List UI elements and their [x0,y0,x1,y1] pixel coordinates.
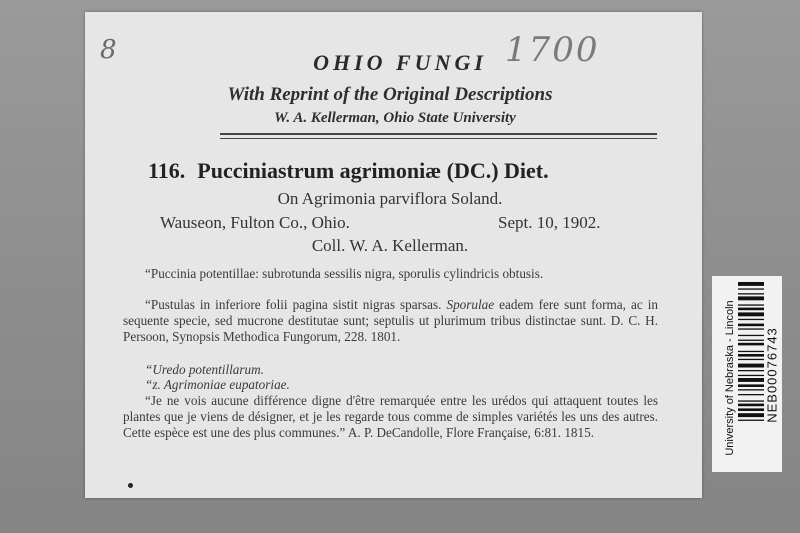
collector: Coll. W. A. Kellerman. [311,236,469,255]
barcode-bar [738,319,764,320]
barcode-bar [738,312,764,316]
barcode-bar [738,354,764,357]
institution-label: University of Nebraska - Lincoln [724,299,736,456]
barcode-bar [738,324,764,327]
barcode-bar [738,335,764,336]
collection-date: Sept. 10, 1902. [498,213,601,232]
specimen-number: 116. [148,158,186,183]
collection-locality: Wauseon, Fulton Co., Ohio. [160,213,350,232]
barcode-bar [738,293,764,294]
barcode-bar [738,288,764,289]
barcode-bar [738,351,764,352]
barcode-bar [738,304,764,305]
series-author: W. A. Kellerman, Ohio State University [274,110,516,126]
barcode-bars [738,282,764,466]
barcode-bar [738,394,764,395]
barcode-bar [738,389,764,390]
barcode-bar [738,359,764,360]
barcode-bar [738,308,764,311]
description-persoon-2: “Pustulas in inferiore folii pagina sistit nigras sparsas. Sporulae eadem fere sunt forma, ac in sequente specie, sed mucrone destitutae sunt; septulis ut plurimum tribus distinctae sunt. D. C. H. Persoon, Synopsis Methodica Fungorum, 228. 1801. [123,297,659,344]
description-persoon-1: “Puccinia potentillae: subrotunda sessilis nigra, sporulis cylindricis obtusis. [145,266,544,281]
barcode-bar [738,282,764,286]
species-name: Pucciniastrum agrimoniæ (DC.) Diet. [197,158,549,183]
barcode-bar [738,400,764,401]
barcode-bar [738,378,764,382]
barcode-bar [738,340,764,341]
handwritten-mark: 8 [100,35,117,65]
description-decandolle: “Je ne vois aucune différence digne d'être remarquée entre les urédos qui attaquent toutes les plantes que je viens de désigner, et je les regarde tous comme de simples variétés les uns des autres. Cette espèce est une des plus communes.” A. P. DeCandolle, Flore Française, 6:81. 1815. [123,393,658,440]
barcode-bar [738,413,764,417]
barcode-number: NEB00076743 [764,327,780,423]
barcode-bar [738,296,764,300]
barcode-bar [738,370,764,371]
series-title: OHIO FUNGI [313,50,487,75]
description-uredo: “Uredo potentillarum. [145,362,264,377]
barcode-bar [738,420,764,421]
species-heading [148,158,549,184]
ink-dot [128,483,133,488]
host-plant: On Agrimonia parviflora Soland. [277,189,503,208]
barcode-bar [738,343,764,346]
barcode-bar [738,404,764,407]
series-subtitle: With Reprint of the Original Descriptions [227,84,553,105]
handwritten-number: 1700 [505,30,600,70]
barcode-bar [738,375,764,376]
barcode-bar [738,384,764,387]
description-variety: “z. Agrimoniae eupatoriae. [145,377,290,392]
divider-rule-thin [220,138,657,139]
barcode-bar [738,364,764,368]
barcode-bar [738,408,764,411]
divider-rule [220,133,657,135]
barcode-bar [738,328,764,329]
